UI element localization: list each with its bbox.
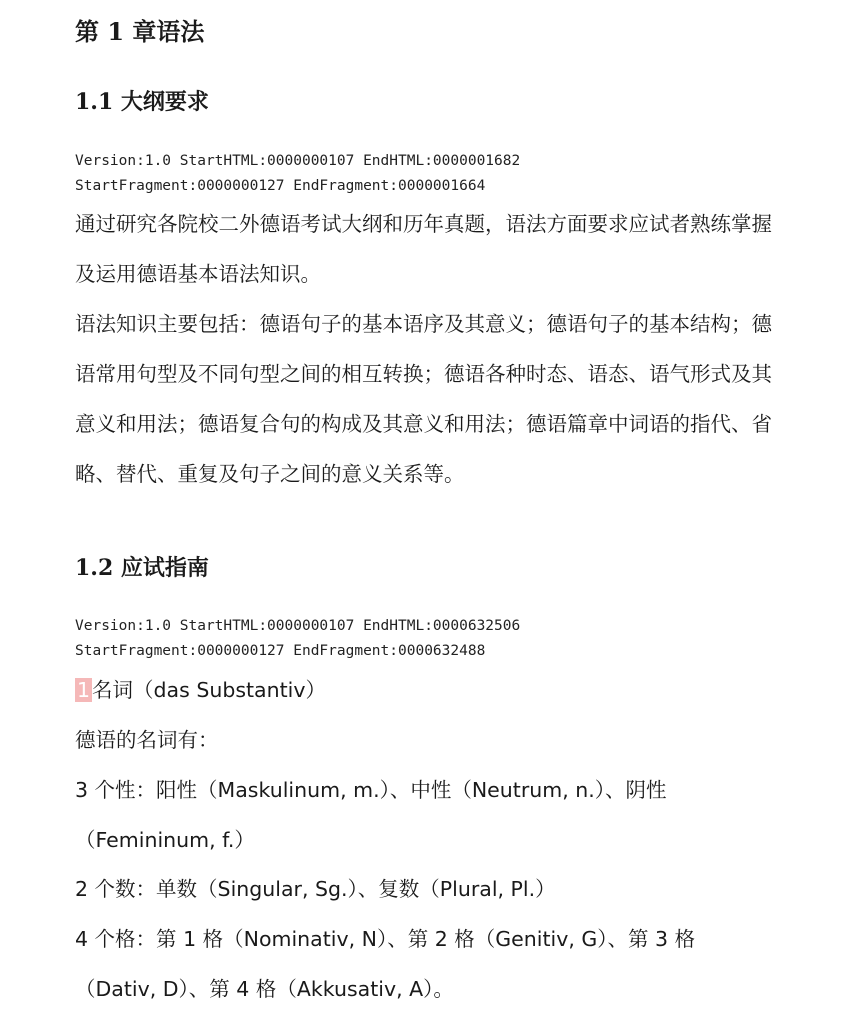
clipboard-meta-line: StartFragment:0000000127 EndFragment:0000001664	[75, 178, 486, 194]
paragraph: 通过研究各院校二外德语考试大纲和历年真题，语法方面要求应试者熟练掌握及运用德语基本语法知识。	[75, 212, 772, 286]
paragraph: 德语的名词有：	[75, 728, 219, 752]
chapter-title: 第 1 章语法	[75, 17, 205, 46]
paragraph: 语法知识主要包括：德语句子的基本语序及其意义；德语句子的基本结构；德语常用句型及不同句型之间的相互转换；德语各种时态、语态、语气形式及其意义和用法；德语复合句的构成及其意义和用法；德语篇章中词语的指代、省略、替代、重复及句子之间的意义关系等。	[75, 312, 772, 486]
paragraph: 4 个格：第 1 格（Nominativ, N）、第 2 格（Genitiv, G）、第 3 格（Dativ, D）、第 4 格（Akkusativ, A）。	[75, 927, 696, 1001]
item-heading	[75, 665, 775, 715]
paragraph: 3 个性：阳性（Maskulinum, m.）、中性（Neutrum, n.）、阴性（Femininum, f.）	[75, 778, 667, 852]
clipboard-meta-line: Version:1.0 StartHTML:0000000107 EndHTML:0000001682	[75, 153, 521, 169]
clipboard-meta-line: StartFragment:0000000127 EndFragment:0000632488	[75, 643, 486, 659]
paragraph: 2 个数：单数（Singular, Sg.）、复数（Plural, Pl.）	[75, 877, 556, 901]
section-title-guide: 1.2 应试指南	[75, 555, 209, 581]
section-title-outline: 1.1 大纲要求	[75, 89, 209, 115]
item-title: 名词（das Substantiv）	[92, 678, 326, 702]
item-number-highlight: 1	[77, 678, 91, 702]
clipboard-meta-line: Version:1.0 StartHTML:0000000107 EndHTML:0000632506	[75, 618, 521, 634]
